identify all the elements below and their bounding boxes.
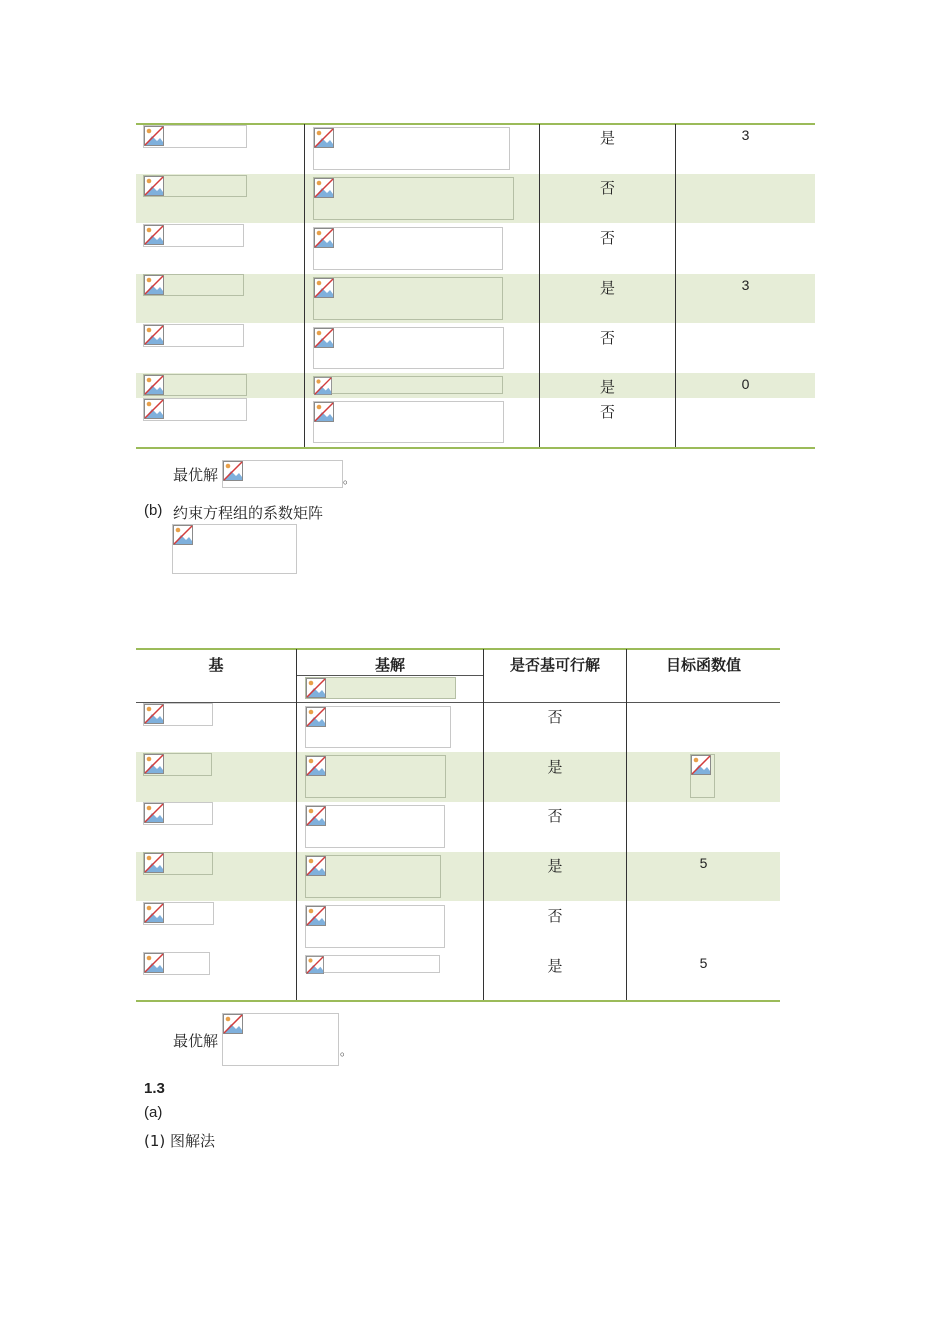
broken-image-icon: [144, 704, 164, 724]
basic-solution-image: [313, 277, 503, 320]
basis-image: [143, 224, 244, 247]
optimal-solution-label: 最优解: [173, 1032, 219, 1050]
header-sub-rule: [297, 675, 483, 676]
feasible-cell: 是: [547, 857, 563, 875]
broken-image-icon: [691, 755, 711, 775]
objective-cell: 0: [741, 376, 750, 392]
broken-image-icon: [144, 853, 164, 873]
broken-image-icon: [144, 375, 164, 395]
basic-solution-image: [305, 805, 445, 848]
broken-image-icon: [306, 856, 326, 876]
basis-image: [143, 125, 247, 148]
basis-image: [143, 175, 247, 197]
basic-solution-image: [305, 855, 441, 898]
broken-image-icon: [144, 903, 164, 923]
optimal-solution-label: 最优解: [173, 466, 219, 484]
header-objective: 目标函数值: [665, 656, 741, 674]
broken-image-icon: [314, 278, 334, 298]
optimal-solution-period: 。: [340, 1044, 353, 1058]
coefficient-matrix-image: [172, 524, 297, 574]
broken-image-icon: [223, 461, 243, 481]
basic-solution-image: [305, 706, 451, 748]
header-bottom-rule: [136, 702, 780, 703]
basis-image: [143, 374, 247, 396]
basis-image: [143, 324, 244, 347]
feasible-cell: 否: [599, 403, 615, 421]
objective-image: [690, 754, 715, 798]
column-divider: [304, 124, 305, 448]
broken-image-icon: [144, 225, 164, 245]
basic-solution-image: [313, 327, 504, 369]
broken-image-icon: [144, 126, 164, 146]
objective-cell: 5: [699, 955, 708, 971]
feasible-cell: 否: [599, 329, 615, 347]
basis-image: [143, 703, 213, 726]
part-b-text: 约束方程组的系数矩阵: [173, 504, 324, 522]
method-label: (1) 图解法: [144, 1132, 216, 1150]
part-b-marker: (b): [144, 502, 163, 519]
optimal-solution-period: 。: [343, 472, 356, 486]
table-1-bottom-rule: [136, 447, 815, 449]
feasible-cell: 是: [599, 279, 615, 297]
broken-image-icon: [306, 806, 326, 826]
feasible-cell: 否: [547, 708, 563, 726]
broken-image-icon: [306, 707, 326, 727]
broken-image-icon: [314, 178, 334, 198]
basis-image: [143, 952, 210, 975]
broken-image-icon: [314, 328, 334, 348]
feasible-cell: 是: [547, 957, 563, 975]
basis-image: [143, 802, 213, 825]
broken-image-icon: [144, 176, 164, 196]
broken-image-icon: [306, 906, 326, 926]
broken-image-icon: [306, 678, 326, 698]
broken-image-icon: [144, 399, 164, 419]
sub-part-a: (a): [144, 1104, 163, 1121]
basic-solution-image: [313, 127, 510, 170]
basic-solution-image: [313, 376, 503, 394]
basis-image: [143, 852, 213, 875]
broken-image-icon: [306, 956, 324, 974]
feasible-cell: 否: [547, 907, 563, 925]
broken-image-icon: [306, 756, 326, 776]
feasible-cell: 是: [599, 378, 615, 396]
header-solution-image: [305, 677, 456, 699]
header-basic-solution: 基解: [374, 656, 405, 674]
feasible-cell: 是: [547, 758, 563, 776]
broken-image-icon: [144, 754, 164, 774]
broken-image-icon: [223, 1014, 243, 1034]
broken-image-icon: [314, 128, 334, 148]
feasible-cell: 否: [599, 179, 615, 197]
basic-solution-image: [305, 755, 446, 798]
broken-image-icon: [144, 953, 164, 973]
broken-image-icon: [314, 402, 334, 422]
header-is-feasible: 是否基可行解: [509, 656, 600, 674]
basis-image: [143, 753, 212, 776]
basis-image: [143, 274, 244, 296]
broken-image-icon: [144, 803, 164, 823]
objective-cell: 3: [741, 127, 750, 143]
objective-cell: 5: [699, 855, 708, 871]
basic-solution-image: [305, 955, 440, 973]
feasible-cell: 否: [599, 229, 615, 247]
basic-solution-image: [313, 401, 504, 443]
broken-image-icon: [144, 325, 164, 345]
basis-image: [143, 902, 214, 925]
header-basis: 基: [208, 656, 224, 674]
broken-image-icon: [144, 275, 164, 295]
feasible-cell: 否: [547, 807, 563, 825]
broken-image-icon: [173, 525, 193, 545]
table-2-top-rule: [136, 648, 780, 650]
objective-cell: 3: [741, 277, 750, 293]
feasible-cell: 是: [599, 129, 615, 147]
broken-image-icon: [314, 228, 334, 248]
table-row: [136, 752, 780, 802]
basic-solution-image: [313, 227, 503, 270]
optimal-solution-image: [222, 460, 343, 488]
section-heading: 1.3: [144, 1080, 165, 1097]
basic-solution-image: [313, 177, 514, 220]
broken-image-icon: [314, 377, 332, 395]
optimal-solution-image: [222, 1013, 339, 1066]
column-divider: [626, 649, 627, 1001]
table-2-bottom-rule: [136, 1000, 780, 1002]
basis-image: [143, 398, 247, 421]
basic-solution-image: [305, 905, 445, 948]
column-divider: [296, 649, 297, 1001]
